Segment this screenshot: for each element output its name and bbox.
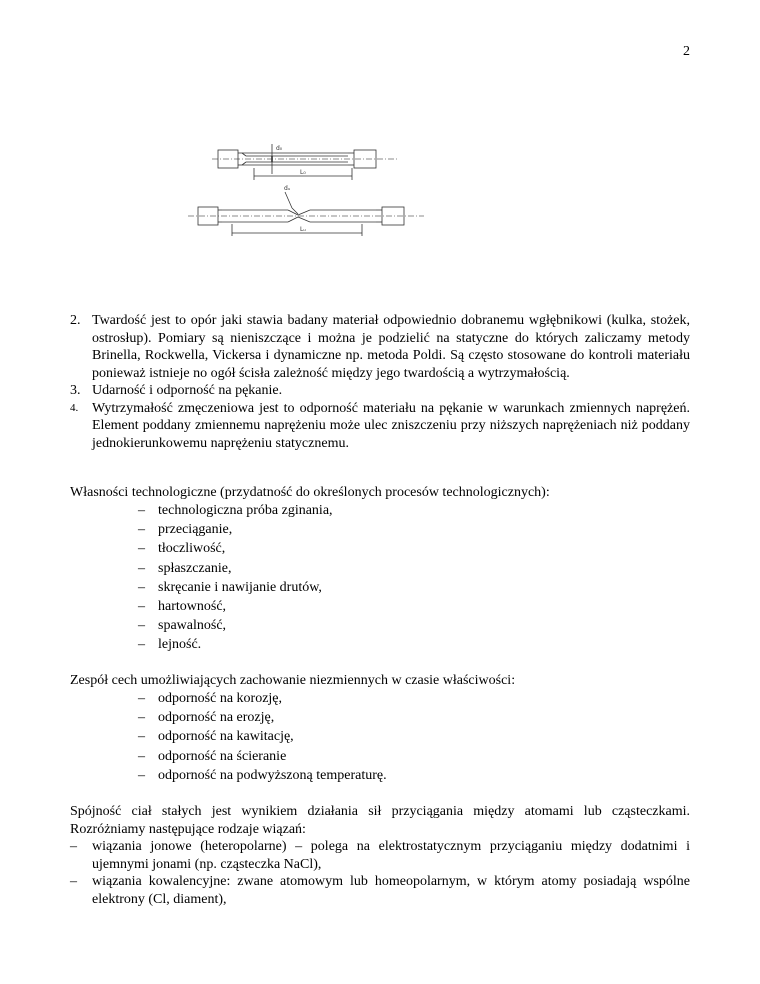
item-text: skręcanie i nawijanie drutów, [158,579,322,595]
list-item [70,873,690,908]
dash-bullet: – [138,729,145,745]
item-text: odporność na kawitację, [158,729,294,745]
list-item [138,578,618,597]
item-text: spłaszczanie, [158,560,232,576]
dash-bullet: – [138,637,145,653]
item-text: spawalność, [158,618,227,634]
list-item [70,838,690,873]
item-number: 4. [70,401,79,414]
item-text: wiązania jonowe (heteropolarne) – polega na elektrostatycznym przyciąganiu między dodatnimi i ujemnymi jonami (np. cząsteczka NaCl), [92,839,690,872]
list-item [138,766,618,785]
tech-heading: Własności technologiczne (przydatność do określonych procesów technologicznych): [70,485,550,500]
tech-list [138,501,618,655]
dash-bullet: – [70,874,77,889]
item-text: Udarność i odporność na pękanie. [92,383,283,398]
item-number: 3. [70,383,81,398]
item-text: odporność na ścieranie [158,748,287,764]
dash-bullet: – [138,598,145,614]
item-text: odporność na korozję, [158,691,283,706]
list-item [70,400,690,453]
list-item [138,708,618,727]
item-text: lejność. [158,637,202,653]
dash-bullet: – [138,767,145,783]
item-text: przeciąganie, [158,522,233,538]
item-text: wiązania kowalencyjne: zwane atomowym lub homeopolarnym, w którym atomy posiadają wspólne elektrony (Cl, diament), [92,874,690,907]
list-item [138,689,618,708]
list-item [138,635,618,654]
dash-bullet: – [138,618,145,634]
dash-bullet: – [70,839,77,854]
dash-bullet: – [138,579,145,595]
lu-label: Lᵤ [300,226,306,233]
list-item [138,501,618,520]
item-text: tłoczliwość, [158,541,226,557]
durability-heading: Zespół cech umożliwiających zachowanie niezmiennych w czasie właściwości: [70,673,516,688]
dash-bullet: – [138,710,145,726]
l0-label: L₀ [300,169,306,176]
item-number: 2. [70,313,81,328]
dash-bullet: – [138,691,145,706]
dash-bullet: – [138,748,145,764]
d0-label: d₀ [276,145,283,152]
tensile-specimen-figure [188,138,428,240]
list-item [138,727,618,746]
list-item [138,616,618,635]
numbered-list [70,312,690,452]
list-item [138,520,618,539]
dash-bullet: – [138,541,145,557]
list-item [70,382,690,400]
item-text: hartowność, [158,598,227,614]
item-text: odporność na erozję, [158,710,275,726]
bond-types-list [70,838,690,908]
dash-bullet: – [138,560,145,576]
item-text: Wytrzymałość zmęczeniowa jest to odporność materiału na pękanie w warunkach zmiennych naprężeń. Element poddany zmiennemu naprężeniu może ulec zniszczeniu przy niższych naprężeniach niż poddany jednokierunkowemu naprężeniu statycznemu. [92,400,690,451]
item-text: Twardość jest to opór jaki stawia badany materiał odpowiednio dobranemu wgłębnikowi (kulka, stożek, ostrosłup). Pomiary są nieniszczące i można je podzielić na statyczne do których zaliczamy metody Brinella, Rockwella, Vickersa i dynamiczne np. metoda Poldi. Są często stosowane do kontroli materiału ponieważ istnieje no ogół ścisła zależność między jego twardością a wytrzymałością. [92,313,690,381]
page-number: 2 [683,44,690,59]
durability-list [138,689,618,785]
dash-bullet: – [138,503,145,518]
list-item [70,312,690,382]
item-text: technologiczna próba zginania, [158,503,333,518]
list-item [138,559,618,578]
list-item [138,597,618,616]
dash-bullet: – [138,522,145,538]
item-text: odporność na podwyższoną temperaturę. [158,767,387,783]
list-item [138,747,618,766]
du-label: dᵤ [284,185,291,192]
list-item [138,539,618,558]
cohesion-paragraph: Spójność ciał stałych jest wynikiem działania sił przyciągania między atomami lub cząsteczkami. Rozróżniamy następujące rodzaje wiązań: [70,804,690,837]
